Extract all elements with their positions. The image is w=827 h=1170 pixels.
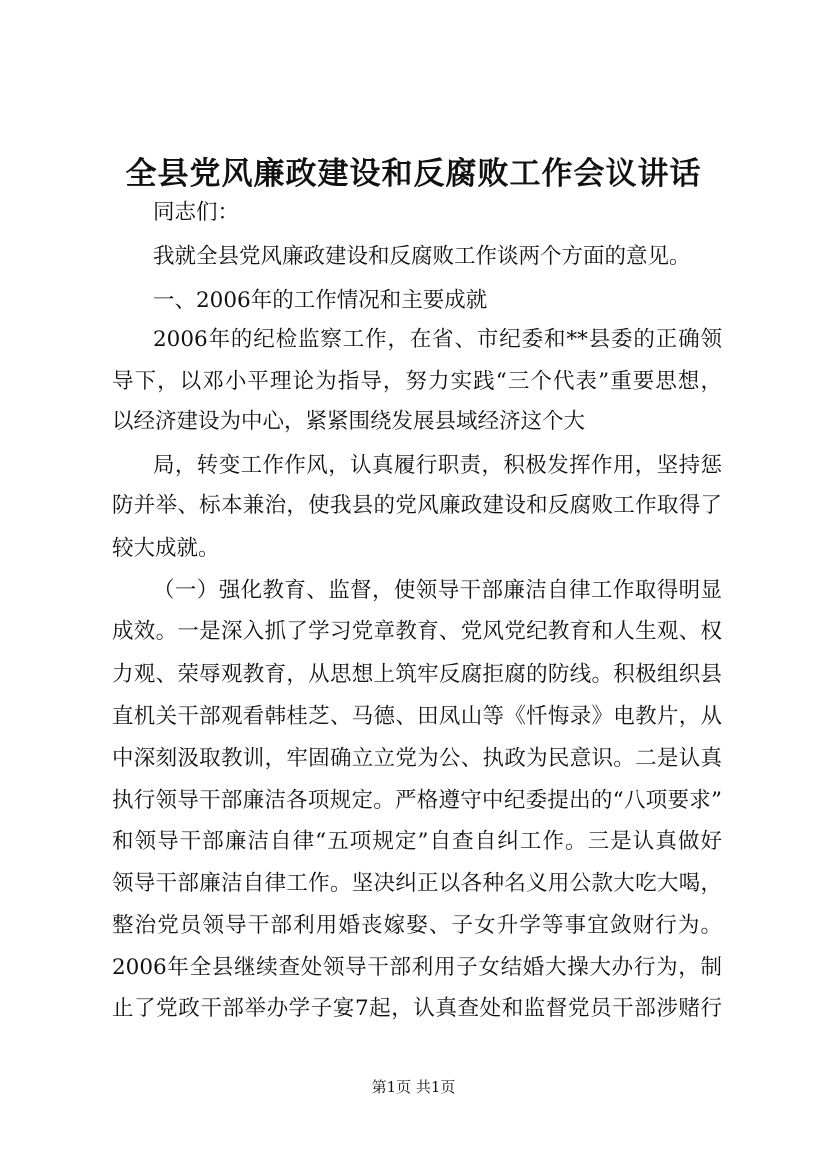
body-line: 导下，以邓小平理论为指导，努力实践“三个代表”重要思想， [112, 369, 722, 394]
body-line: 和领导干部廉洁自律“五项规定”自查自纠工作。三是认真做好 [112, 829, 722, 854]
body-line: 止了党政干部举办学子宴7起，认真查处和监督党员干部涉赌行 [112, 996, 722, 1021]
body-line: 力观、荣辱观教育，从思想上筑牢反腐拒腐的防线。积极组织县 [112, 662, 722, 687]
document-title: 全县党风廉政建设和反腐败工作会议讲话 [125, 156, 702, 192]
body-line: 成效。一是深入抓了学习党章教育、党风党纪教育和人生观、权 [112, 619, 722, 644]
body-line: 较大成就。 [112, 536, 220, 561]
body-line: 2006年全县继续查处领导干部利用子女结婚大操大办行为，制 [112, 955, 722, 980]
subsection-heading: （一）强化教育、监督，使领导干部廉洁自律工作取得明显 [153, 578, 722, 603]
body-line: 防并举、标本兼治，使我县的党风廉政建设和反腐败工作取得了 [112, 493, 722, 518]
body-line: 2006年的纪检监察工作，在省、市纪委和**县委的正确领 [153, 327, 722, 352]
page-number: 第1页 共1页 [371, 1078, 456, 1096]
body-line: 以经济建设为中心，紧紧围绕发展县域经济这个大 [112, 409, 586, 434]
body-line: 领导干部廉洁自律工作。坚决纠正以各种名义用公款大吃大喝， [112, 871, 722, 896]
salutation: 同志们： [153, 200, 240, 225]
body-line: 局，转变工作作风，认真履行职责，积极发挥作用，坚持惩 [153, 453, 722, 478]
body-line: 执行领导干部廉洁各项规定。严格遵守中纪委提出的“八项要求” [112, 788, 722, 813]
section-heading: 一、2006年的工作情况和主要成就 [153, 288, 488, 313]
body-line: 整治党员领导干部利用婚丧嫁娶、子女升学等事宜敛财行为。 [112, 913, 722, 938]
body-line: 直机关干部观看韩桂芝、马德、田凤山等《忏悔录》电教片，从 [112, 704, 722, 729]
body-line: 我就全县党风廉政建设和反腐败工作谈两个方面的意见。 [153, 244, 691, 269]
body-line: 中深刻汲取教训，牢固确立立党为公、执政为民意识。二是认真 [112, 746, 722, 771]
